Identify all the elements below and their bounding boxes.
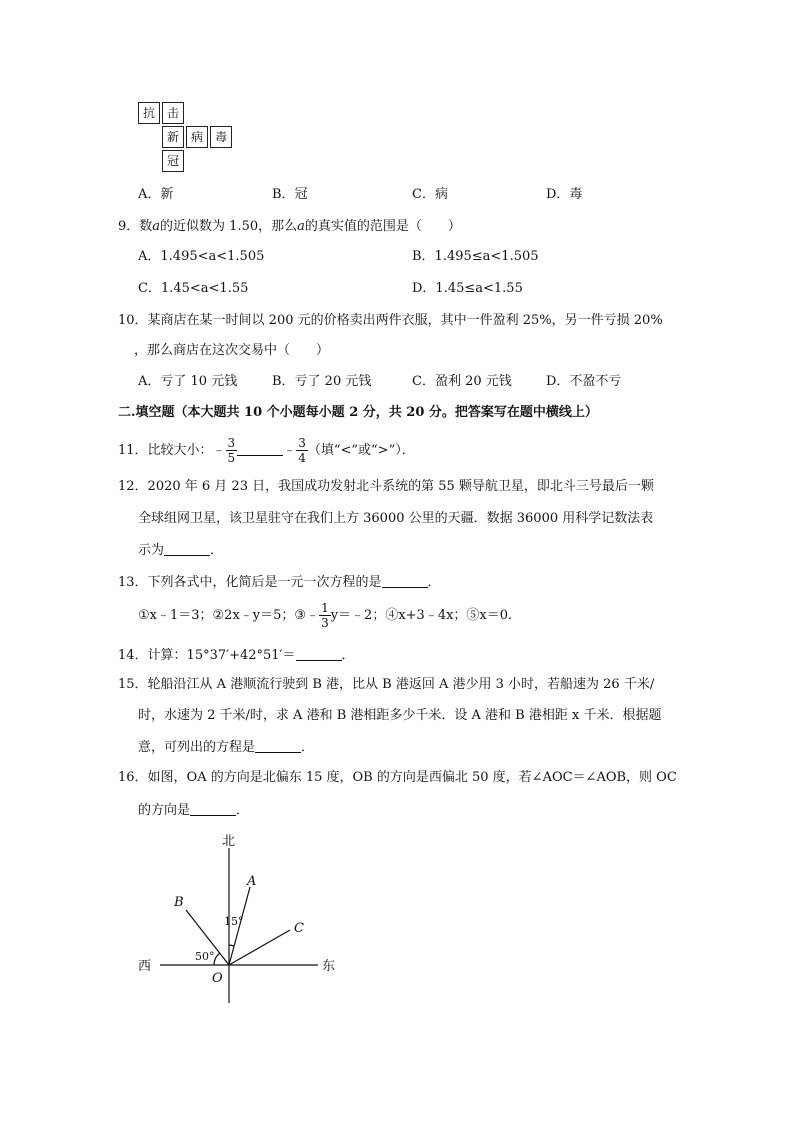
q11-answer-blank [237, 441, 283, 456]
net-cell-6: 冠 [162, 150, 184, 172]
q15-line-1: 15．轮船沿江从 A 港顺流行驶到 B 港，比从 B 港返回 A 港少用 3 小时，若船速为 26 千米/ [118, 677, 655, 692]
q11: 11．比较大小：﹣ $\frac{3}{5}$ ﹣ $\frac{3}{4}$ （填“<”或“>”）． [118, 436, 415, 465]
q10-line-2: ，那么商店在这次交易中（ ） [134, 343, 330, 358]
q10-option-b: B．亏了 20 元钱 [272, 374, 372, 389]
q13-items: ①x﹣1＝3；②2x﹣y＝5；③﹣ $\frac{1}{3}$ y＝﹣2；④x+3﹣4x；⑤x＝0． [138, 601, 522, 630]
section-2-title: 二.填空题（本大题共 10 个小题每小题 2 分，共 20 分。把答案写在题中横线上） [118, 405, 598, 420]
net-cell-4: 病 [186, 126, 208, 148]
q10-option-d: D．不盈不亏 [546, 374, 622, 389]
q13-answer-blank [382, 573, 428, 588]
q10-option-c: C．盈利 20 元钱 [412, 374, 512, 389]
q16-answer-blank [190, 801, 236, 816]
q9-option-c: C．1.45<a<1.55 [138, 281, 249, 296]
q8-option-c: C．病 [412, 187, 448, 202]
q13-stem: 13．下列各式中，化简后是一元一次方程的是 ． [118, 575, 441, 590]
q10-option-a: A．亏了 10 元钱 [138, 374, 238, 389]
label-a: A [247, 874, 257, 889]
q15-answer-blank [255, 738, 301, 753]
q16-line-1: 16．如图，OA 的方向是北偏东 15 度，OB 的方向是西偏北 50 度，若∠AOC＝∠AOB，则 OC [118, 770, 677, 785]
q12-answer-blank [164, 541, 210, 556]
net-cell-1: 抗 [138, 102, 160, 124]
q9-option-b: B．1.495≤a<1.505 [412, 249, 539, 264]
label-c: C [294, 921, 304, 936]
east-label: 东 [322, 959, 336, 974]
ray-oa [229, 887, 250, 965]
north-label: 北 [222, 834, 236, 849]
q11-fraction-2: $\frac{3}{4}$ [298, 436, 306, 465]
label-o: O [212, 971, 223, 986]
q14: 14．计算：15°37′+42°51′＝ ． [118, 648, 355, 663]
angle-arc-50 [214, 953, 220, 965]
west-label: 西 [138, 959, 152, 974]
q8-option-a: A．新 [138, 187, 174, 202]
q16-line-2: 的方向是 ． [138, 803, 250, 818]
q14-answer-blank [296, 646, 342, 661]
q8-option-b: B．冠 [272, 187, 308, 202]
q15-line-2: 时，水速为 2 千米/时，求 A 港和 B 港相距多少千米．设 A 港和 B 港相距 x 千米．根据题 [138, 708, 662, 723]
q8-option-d: D．毒 [546, 187, 583, 202]
q9-option-a: A．1.495<a<1.505 [138, 249, 265, 264]
q13-fraction: $\frac{1}{3}$ [321, 601, 329, 630]
angle-label-15: 15° [224, 915, 244, 928]
net-cell-5: 毒 [210, 126, 232, 148]
q12-line-1: 12．2020 年 6 月 23 日，我国成功发射北斗系统的第 55 颗导航卫星，即北斗三号最后一颗 [118, 479, 654, 494]
ray-ob [186, 910, 229, 965]
ray-oc [229, 930, 290, 965]
angle-arc-15 [229, 945, 234, 946]
q11-fraction-1: $\frac{3}{5}$ [227, 436, 236, 465]
q12-line-3: 示为 ． [138, 543, 224, 558]
q15-line-3: 意，可列出的方程是 ． [138, 740, 315, 755]
q9-stem: 9．数a的近似数为 1.50，那么a的真实值的范围是（ ） [118, 219, 461, 234]
net-cell-3: 新 [162, 126, 184, 148]
angle-label-50: 50° [195, 950, 215, 963]
q10-line-1: 10．某商店在某一时间以 200 元的价格卖出两件衣服，其中一件盈利 25%，另一件亏损 20% [118, 313, 663, 328]
net-cell-2: 击 [162, 102, 184, 124]
q9-option-d: D．1.45≤a<1.55 [412, 281, 523, 296]
label-b: B [174, 895, 184, 910]
q12-line-2: 全球组网卫星，该卫星驻守在我们上方 36000 公里的天疆．数据 36000 用科学记数法表 [138, 511, 654, 526]
